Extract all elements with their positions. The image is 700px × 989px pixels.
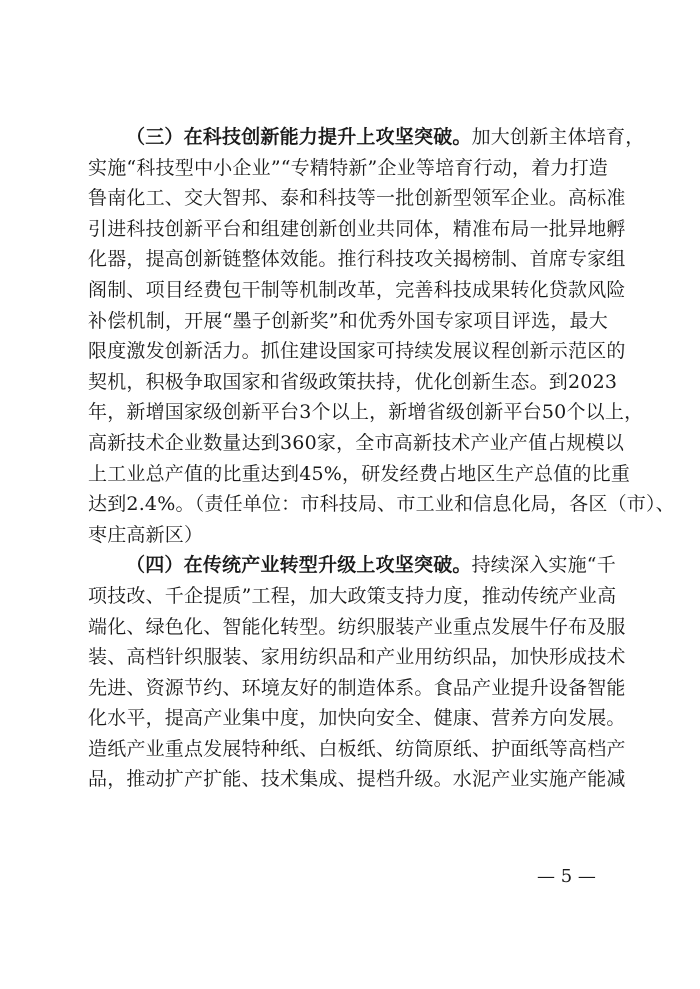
paragraph-line [88,550,616,581]
paragraph-line: 阁制、项目经费包干制等机制改革，完善科技成果转化贷款风险 [88,278,626,301]
paragraph-text: 加大创新主体培育， [471,126,645,148]
paragraph-line: 枣庄高新区） [88,523,204,546]
section-heading: （三）在科技创新能力提升上攻坚突破。 [126,126,472,148]
paragraph-line: 先进、资源节约、环境友好的制造体系。食品产业提升设备智能 [88,676,626,699]
paragraph-line: 上工业总产值的比重达到45%，研发经费占地区生产总值的比重 [88,462,631,485]
paragraph-line: 造纸产业重点发展特种纸、白板纸、纺筒原纸、护面纸等高档产 [88,737,626,760]
paragraph-line: 年，新增国家级创新平台3个以上，新增省级创新平台50个以上， [88,401,644,424]
paragraph-line: 端化、绿色化、智能化转型。纺织服装产业重点发展牛仔布及服 [88,615,626,638]
paragraph-line: 实施“科技型中小企业”“专精特新”企业等培育行动，着力打造 [88,156,608,179]
page-number: — 5 — [537,866,596,887]
paragraph-line: 契机，积极争取国家和省级政策扶持，优化创新生态。到2023 [88,370,618,393]
paragraph-line [88,122,645,153]
paragraph-line: 化器，提高创新链整体效能。推行科技攻关揭榜制、首席专家组 [88,248,626,271]
paragraph-line: 鲁南化工、交大智邦、泰和科技等一批创新型领军企业。高标准 [88,187,626,210]
paragraph-line: 引进科技创新平台和组建创新创业共同体，精准布局一批异地孵 [88,217,626,240]
paragraph-line: 项技改、千企提质”工程，加大政策支持力度，推动传统产业高 [88,584,617,607]
body-text [88,122,675,795]
paragraph-line: 达到2.4%。（责任单位：市科技局、市工业和信息化局，各区（市）、 [88,493,675,516]
section-heading: （四）在传统产业转型升级上攻坚突破。 [126,554,472,577]
paragraph-line: 化水平，提高产业集中度，加快向安全、健康、营养方向发展。 [88,707,626,730]
paragraph-line: 品，推动扩产扩能、技术集成、提档升级。水泥产业实施产能减 [88,768,626,791]
paragraph-line: 限度激发创新活力。抓住建设国家可持续发展议程创新示范区的 [88,340,626,363]
paragraph-line: 装、高档针织服装、家用纺织品和产业用纺织品，加快形成技术 [88,646,626,669]
paragraph-line: 高新技术企业数量达到360家，全市高新技术产业产值占规模以 [88,431,625,454]
paragraph-line: 补偿机制，开展“墨子创新奖”和优秀外国专家项目评选，最大 [88,309,608,332]
paragraph-text: 持续深入实施“千 [471,554,616,577]
